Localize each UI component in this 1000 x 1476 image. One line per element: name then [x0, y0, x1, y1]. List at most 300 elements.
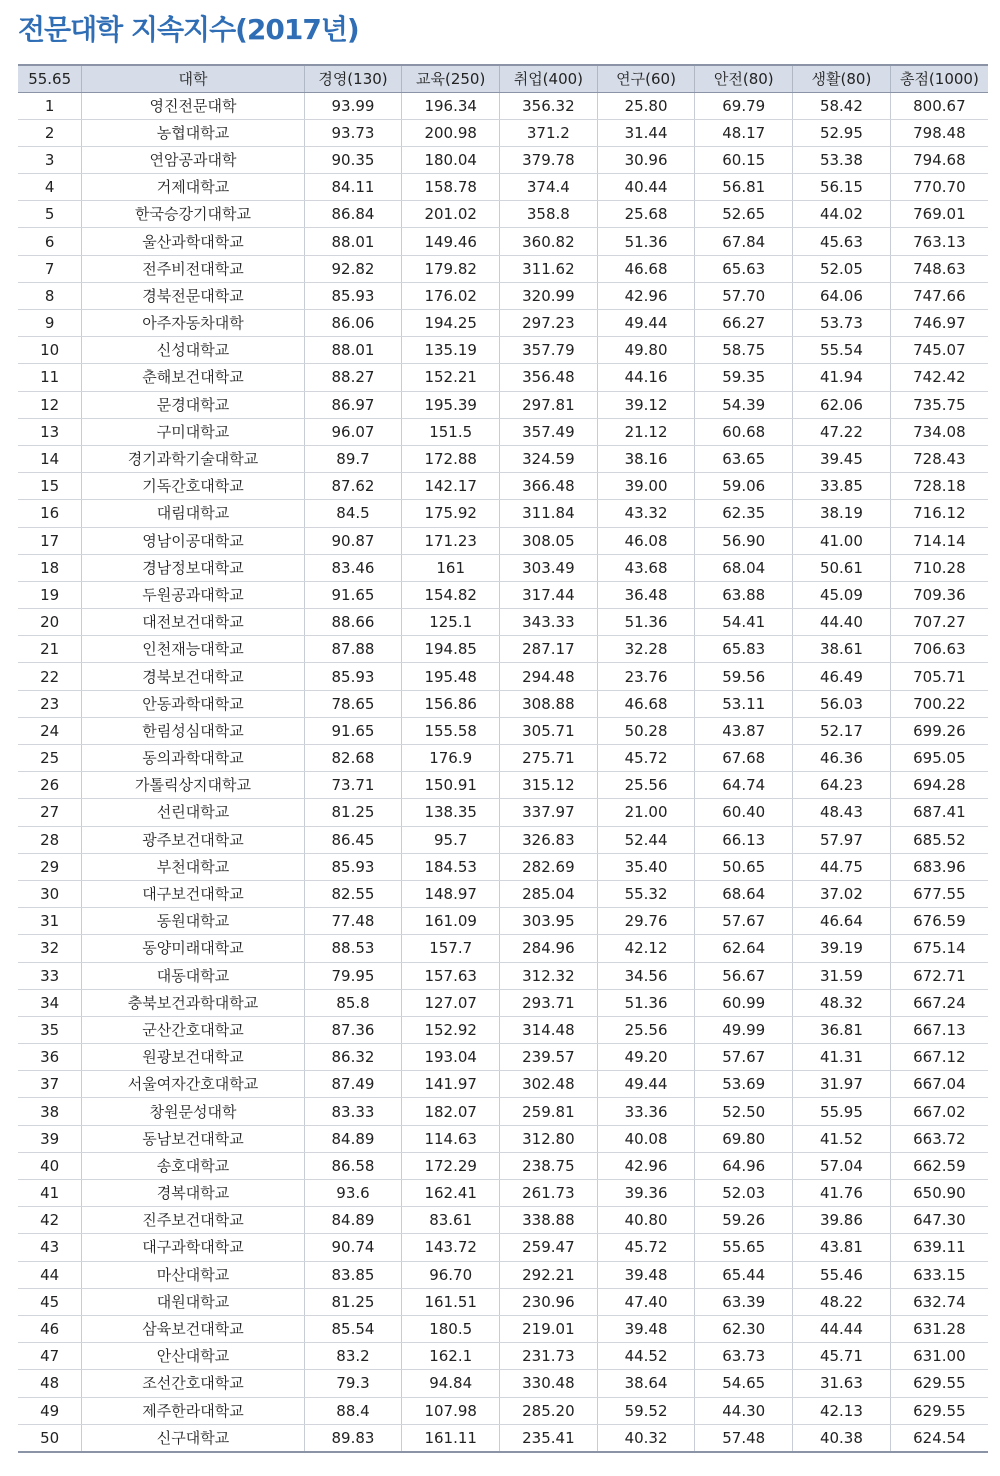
table-row: [18, 989, 988, 1016]
research-score-cell: 39.48: [597, 1315, 695, 1342]
college-name-cell: 경복대학교: [82, 1180, 304, 1207]
table-row: [18, 772, 988, 799]
education-score-cell: 127.07: [402, 989, 500, 1016]
living-score-cell: 53.38: [793, 146, 891, 173]
safety-score-cell: 63.65: [695, 445, 793, 472]
education-score-cell: 150.91: [402, 772, 500, 799]
management-score-cell: 85.93: [304, 282, 402, 309]
safety-score-cell: 62.35: [695, 500, 793, 527]
table-row: [18, 255, 988, 282]
management-score-cell: 86.32: [304, 1044, 402, 1071]
education-score-cell: 95.7: [402, 826, 500, 853]
management-score-cell: 85.93: [304, 853, 402, 880]
research-score-cell: 23.76: [597, 663, 695, 690]
research-score-cell: 39.12: [597, 391, 695, 418]
table-row: [18, 445, 988, 472]
management-score-cell: 88.01: [304, 337, 402, 364]
employment-score-cell: 360.82: [500, 228, 598, 255]
college-name-cell: 인천재능대학교: [82, 636, 304, 663]
management-score-cell: 87.36: [304, 1016, 402, 1043]
table-body: [18, 92, 988, 1452]
education-score-cell: 180.5: [402, 1315, 500, 1342]
education-score-cell: 114.63: [402, 1125, 500, 1152]
research-score-cell: 46.68: [597, 255, 695, 282]
employment-score-cell: 292.21: [500, 1261, 598, 1288]
college-name-cell: 아주자동차대학: [82, 310, 304, 337]
employment-score-cell: 324.59: [500, 445, 598, 472]
employment-score-cell: 379.78: [500, 146, 598, 173]
employment-score-cell: 374.4: [500, 174, 598, 201]
college-name-cell: 부천대학교: [82, 853, 304, 880]
rank-cell: 34: [18, 989, 82, 1016]
safety-score-cell: 68.64: [695, 880, 793, 907]
employment-score-cell: 312.32: [500, 962, 598, 989]
living-score-cell: 52.95: [793, 119, 891, 146]
rank-cell: 39: [18, 1125, 82, 1152]
table-row: [18, 1370, 988, 1397]
college-name-cell: 서울여자간호대학교: [82, 1071, 304, 1098]
employment-score-cell: 239.57: [500, 1044, 598, 1071]
college-name-cell: 경기과학기술대학교: [82, 445, 304, 472]
employment-score-cell: 287.17: [500, 636, 598, 663]
living-score-cell: 39.45: [793, 445, 891, 472]
rank-cell: 21: [18, 636, 82, 663]
safety-score-cell: 64.96: [695, 1152, 793, 1179]
table-row: [18, 1071, 988, 1098]
table-row: [18, 364, 988, 391]
employment-score-cell: 303.49: [500, 554, 598, 581]
total-score-cell: 650.90: [890, 1180, 988, 1207]
management-score-cell: 84.89: [304, 1125, 402, 1152]
management-score-cell: 93.73: [304, 119, 402, 146]
employment-score-cell: 311.84: [500, 500, 598, 527]
rank-cell: 50: [18, 1424, 82, 1452]
safety-score-cell: 52.65: [695, 201, 793, 228]
rank-cell: 41: [18, 1180, 82, 1207]
management-score-cell: 90.87: [304, 527, 402, 554]
college-name-cell: 구미대학교: [82, 418, 304, 445]
education-score-cell: 154.82: [402, 581, 500, 608]
living-score-cell: 43.81: [793, 1234, 891, 1261]
research-score-cell: 51.36: [597, 609, 695, 636]
rank-cell: 17: [18, 527, 82, 554]
table-row: [18, 146, 988, 173]
total-score-cell: 745.07: [890, 337, 988, 364]
safety-score-cell: 44.30: [695, 1397, 793, 1424]
living-score-cell: 46.64: [793, 908, 891, 935]
total-score-cell: 747.66: [890, 282, 988, 309]
table-row: [18, 201, 988, 228]
education-score-cell: 162.41: [402, 1180, 500, 1207]
education-score-cell: 156.86: [402, 690, 500, 717]
management-score-cell: 86.45: [304, 826, 402, 853]
management-score-cell: 93.99: [304, 92, 402, 119]
education-score-cell: 149.46: [402, 228, 500, 255]
total-score-cell: 770.70: [890, 174, 988, 201]
total-score-cell: 676.59: [890, 908, 988, 935]
college-name-cell: 농협대학교: [82, 119, 304, 146]
college-name-cell: 연암공과대학: [82, 146, 304, 173]
rank-cell: 4: [18, 174, 82, 201]
rank-cell: 3: [18, 146, 82, 173]
management-score-cell: 84.5: [304, 500, 402, 527]
living-score-cell: 41.52: [793, 1125, 891, 1152]
management-score-cell: 86.58: [304, 1152, 402, 1179]
rank-cell: 27: [18, 799, 82, 826]
education-score-cell: 195.39: [402, 391, 500, 418]
header-cell-college: 대학: [82, 65, 304, 92]
living-score-cell: 48.22: [793, 1288, 891, 1315]
college-name-cell: 동양미래대학교: [82, 935, 304, 962]
total-score-cell: 742.42: [890, 364, 988, 391]
management-score-cell: 79.95: [304, 962, 402, 989]
living-score-cell: 31.97: [793, 1071, 891, 1098]
management-score-cell: 85.54: [304, 1315, 402, 1342]
living-score-cell: 31.63: [793, 1370, 891, 1397]
employment-score-cell: 356.32: [500, 92, 598, 119]
college-name-cell: 울산과학대학교: [82, 228, 304, 255]
education-score-cell: 176.9: [402, 745, 500, 772]
research-score-cell: 30.96: [597, 146, 695, 173]
management-score-cell: 90.74: [304, 1234, 402, 1261]
safety-score-cell: 59.35: [695, 364, 793, 391]
employment-score-cell: 315.12: [500, 772, 598, 799]
employment-score-cell: 238.75: [500, 1152, 598, 1179]
college-name-cell: 선린대학교: [82, 799, 304, 826]
rank-cell: 14: [18, 445, 82, 472]
safety-score-cell: 59.56: [695, 663, 793, 690]
research-score-cell: 51.36: [597, 989, 695, 1016]
education-score-cell: 193.04: [402, 1044, 500, 1071]
college-name-cell: 대림대학교: [82, 500, 304, 527]
living-score-cell: 44.75: [793, 853, 891, 880]
research-score-cell: 42.96: [597, 1152, 695, 1179]
education-score-cell: 158.78: [402, 174, 500, 201]
table-row: [18, 717, 988, 744]
rank-cell: 43: [18, 1234, 82, 1261]
safety-score-cell: 54.41: [695, 609, 793, 636]
rank-cell: 7: [18, 255, 82, 282]
rank-cell: 11: [18, 364, 82, 391]
safety-score-cell: 66.27: [695, 310, 793, 337]
education-score-cell: 107.98: [402, 1397, 500, 1424]
education-score-cell: 151.5: [402, 418, 500, 445]
living-score-cell: 47.22: [793, 418, 891, 445]
college-name-cell: 기독간호대학교: [82, 473, 304, 500]
table-row: [18, 1180, 988, 1207]
safety-score-cell: 59.06: [695, 473, 793, 500]
header-cell-safety: 안전(80): [695, 65, 793, 92]
safety-score-cell: 65.44: [695, 1261, 793, 1288]
research-score-cell: 31.44: [597, 119, 695, 146]
college-name-cell: 경북전문대학교: [82, 282, 304, 309]
management-score-cell: 88.01: [304, 228, 402, 255]
rank-cell: 45: [18, 1288, 82, 1315]
employment-score-cell: 285.04: [500, 880, 598, 907]
college-name-cell: 조선간호대학교: [82, 1370, 304, 1397]
employment-score-cell: 285.20: [500, 1397, 598, 1424]
table-row: [18, 826, 988, 853]
management-score-cell: 87.62: [304, 473, 402, 500]
education-score-cell: 175.92: [402, 500, 500, 527]
college-name-cell: 한림성심대학교: [82, 717, 304, 744]
header-cell-rank: 55.65: [18, 65, 82, 92]
management-score-cell: 88.27: [304, 364, 402, 391]
living-score-cell: 44.44: [793, 1315, 891, 1342]
management-score-cell: 89.7: [304, 445, 402, 472]
education-score-cell: 196.34: [402, 92, 500, 119]
research-score-cell: 42.96: [597, 282, 695, 309]
total-score-cell: 675.14: [890, 935, 988, 962]
living-score-cell: 56.15: [793, 174, 891, 201]
safety-score-cell: 67.84: [695, 228, 793, 255]
education-score-cell: 83.61: [402, 1207, 500, 1234]
table-row: [18, 1424, 988, 1452]
table-row: [18, 310, 988, 337]
employment-score-cell: 338.88: [500, 1207, 598, 1234]
college-name-cell: 안동과학대학교: [82, 690, 304, 717]
table-row: [18, 1234, 988, 1261]
education-score-cell: 161.11: [402, 1424, 500, 1452]
employment-score-cell: 312.80: [500, 1125, 598, 1152]
rank-cell: 30: [18, 880, 82, 907]
total-score-cell: 647.30: [890, 1207, 988, 1234]
living-score-cell: 38.61: [793, 636, 891, 663]
education-score-cell: 161.09: [402, 908, 500, 935]
living-score-cell: 52.05: [793, 255, 891, 282]
education-score-cell: 195.48: [402, 663, 500, 690]
management-score-cell: 79.3: [304, 1370, 402, 1397]
education-score-cell: 152.92: [402, 1016, 500, 1043]
education-score-cell: 138.35: [402, 799, 500, 826]
table-row: [18, 581, 988, 608]
table-row: [18, 1044, 988, 1071]
rank-cell: 26: [18, 772, 82, 799]
rank-cell: 5: [18, 201, 82, 228]
employment-score-cell: 302.48: [500, 1071, 598, 1098]
education-score-cell: 96.70: [402, 1261, 500, 1288]
table-row: [18, 690, 988, 717]
safety-score-cell: 67.68: [695, 745, 793, 772]
safety-score-cell: 60.68: [695, 418, 793, 445]
table-row: [18, 745, 988, 772]
college-name-cell: 영진전문대학: [82, 92, 304, 119]
education-score-cell: 176.02: [402, 282, 500, 309]
header-cell-living: 생활(80): [793, 65, 891, 92]
research-score-cell: 33.36: [597, 1098, 695, 1125]
employment-score-cell: 366.48: [500, 473, 598, 500]
table-row: [18, 1098, 988, 1125]
table-row: [18, 1288, 988, 1315]
rank-cell: 20: [18, 609, 82, 636]
rank-cell: 12: [18, 391, 82, 418]
total-score-cell: 632.74: [890, 1288, 988, 1315]
research-score-cell: 44.16: [597, 364, 695, 391]
total-score-cell: 633.15: [890, 1261, 988, 1288]
rank-cell: 31: [18, 908, 82, 935]
total-score-cell: 714.14: [890, 527, 988, 554]
research-score-cell: 39.00: [597, 473, 695, 500]
header-cell-employment: 취업(400): [500, 65, 598, 92]
safety-score-cell: 53.69: [695, 1071, 793, 1098]
employment-score-cell: 308.88: [500, 690, 598, 717]
safety-score-cell: 69.79: [695, 92, 793, 119]
safety-score-cell: 62.64: [695, 935, 793, 962]
safety-score-cell: 57.67: [695, 1044, 793, 1071]
total-score-cell: 683.96: [890, 853, 988, 880]
page-title: 전문대학 지속지수(2017년): [18, 13, 359, 46]
management-score-cell: 89.83: [304, 1424, 402, 1452]
rank-cell: 9: [18, 310, 82, 337]
employment-score-cell: 235.41: [500, 1424, 598, 1452]
safety-score-cell: 54.39: [695, 391, 793, 418]
education-score-cell: 200.98: [402, 119, 500, 146]
safety-score-cell: 63.73: [695, 1343, 793, 1370]
management-score-cell: 96.07: [304, 418, 402, 445]
total-score-cell: 709.36: [890, 581, 988, 608]
table-row: [18, 228, 988, 255]
safety-score-cell: 66.13: [695, 826, 793, 853]
management-score-cell: 86.97: [304, 391, 402, 418]
research-score-cell: 21.12: [597, 418, 695, 445]
total-score-cell: 631.28: [890, 1315, 988, 1342]
safety-score-cell: 60.40: [695, 799, 793, 826]
college-name-cell: 대동대학교: [82, 962, 304, 989]
research-score-cell: 35.40: [597, 853, 695, 880]
employment-score-cell: 371.2: [500, 119, 598, 146]
total-score-cell: 707.27: [890, 609, 988, 636]
management-score-cell: 77.48: [304, 908, 402, 935]
living-score-cell: 39.19: [793, 935, 891, 962]
employment-score-cell: 259.81: [500, 1098, 598, 1125]
employment-score-cell: 261.73: [500, 1180, 598, 1207]
education-score-cell: 179.82: [402, 255, 500, 282]
rank-cell: 22: [18, 663, 82, 690]
college-name-cell: 거제대학교: [82, 174, 304, 201]
college-name-cell: 대전보건대학교: [82, 609, 304, 636]
total-score-cell: 685.52: [890, 826, 988, 853]
table-row: [18, 935, 988, 962]
living-score-cell: 36.81: [793, 1016, 891, 1043]
rank-cell: 6: [18, 228, 82, 255]
employment-score-cell: 343.33: [500, 609, 598, 636]
safety-score-cell: 52.03: [695, 1180, 793, 1207]
table-row: [18, 473, 988, 500]
table-row: [18, 1207, 988, 1234]
college-name-cell: 충북보건과학대학교: [82, 989, 304, 1016]
header-cell-education: 교육(250): [402, 65, 500, 92]
safety-score-cell: 54.65: [695, 1370, 793, 1397]
living-score-cell: 31.59: [793, 962, 891, 989]
education-score-cell: 184.53: [402, 853, 500, 880]
safety-score-cell: 43.87: [695, 717, 793, 744]
table-row: [18, 282, 988, 309]
management-score-cell: 78.65: [304, 690, 402, 717]
rank-cell: 47: [18, 1343, 82, 1370]
research-score-cell: 45.72: [597, 745, 695, 772]
college-name-cell: 동원대학교: [82, 908, 304, 935]
total-score-cell: 710.28: [890, 554, 988, 581]
employment-score-cell: 317.44: [500, 581, 598, 608]
college-name-cell: 안산대학교: [82, 1343, 304, 1370]
header-cell-management: 경영(130): [304, 65, 402, 92]
college-name-cell: 창원문성대학: [82, 1098, 304, 1125]
management-score-cell: 87.49: [304, 1071, 402, 1098]
employment-score-cell: 294.48: [500, 663, 598, 690]
education-score-cell: 135.19: [402, 337, 500, 364]
rank-cell: 19: [18, 581, 82, 608]
table-row: [18, 663, 988, 690]
safety-score-cell: 56.67: [695, 962, 793, 989]
college-name-cell: 경북보건대학교: [82, 663, 304, 690]
rank-cell: 29: [18, 853, 82, 880]
living-score-cell: 45.63: [793, 228, 891, 255]
table-row: [18, 1315, 988, 1342]
total-score-cell: 667.04: [890, 1071, 988, 1098]
living-score-cell: 46.36: [793, 745, 891, 772]
living-score-cell: 41.76: [793, 1180, 891, 1207]
research-score-cell: 50.28: [597, 717, 695, 744]
research-score-cell: 40.44: [597, 174, 695, 201]
college-name-cell: 영남이공대학교: [82, 527, 304, 554]
college-name-cell: 대원대학교: [82, 1288, 304, 1315]
management-score-cell: 86.06: [304, 310, 402, 337]
education-score-cell: 171.23: [402, 527, 500, 554]
employment-score-cell: 308.05: [500, 527, 598, 554]
total-score-cell: 667.24: [890, 989, 988, 1016]
table-row: [18, 1261, 988, 1288]
research-score-cell: 52.44: [597, 826, 695, 853]
safety-score-cell: 57.70: [695, 282, 793, 309]
management-score-cell: 84.89: [304, 1207, 402, 1234]
research-score-cell: 49.20: [597, 1044, 695, 1071]
management-score-cell: 92.82: [304, 255, 402, 282]
research-score-cell: 25.56: [597, 1016, 695, 1043]
employment-score-cell: 297.81: [500, 391, 598, 418]
rank-cell: 10: [18, 337, 82, 364]
total-score-cell: 699.26: [890, 717, 988, 744]
college-name-cell: 대구보건대학교: [82, 880, 304, 907]
living-score-cell: 41.94: [793, 364, 891, 391]
research-score-cell: 43.32: [597, 500, 695, 527]
table-row: [18, 391, 988, 418]
management-score-cell: 90.35: [304, 146, 402, 173]
living-score-cell: 64.23: [793, 772, 891, 799]
employment-score-cell: 305.71: [500, 717, 598, 744]
total-score-cell: 667.13: [890, 1016, 988, 1043]
safety-score-cell: 62.30: [695, 1315, 793, 1342]
living-score-cell: 33.85: [793, 473, 891, 500]
living-score-cell: 41.00: [793, 527, 891, 554]
living-score-cell: 50.61: [793, 554, 891, 581]
rank-cell: 32: [18, 935, 82, 962]
safety-score-cell: 48.17: [695, 119, 793, 146]
employment-score-cell: 219.01: [500, 1315, 598, 1342]
safety-score-cell: 53.11: [695, 690, 793, 717]
safety-score-cell: 60.99: [695, 989, 793, 1016]
management-score-cell: 81.25: [304, 799, 402, 826]
rank-cell: 46: [18, 1315, 82, 1342]
college-name-cell: 신구대학교: [82, 1424, 304, 1452]
table-row: [18, 119, 988, 146]
college-name-cell: 대구과학대학교: [82, 1234, 304, 1261]
table-row: [18, 418, 988, 445]
employment-score-cell: 326.83: [500, 826, 598, 853]
management-score-cell: 83.2: [304, 1343, 402, 1370]
living-score-cell: 44.40: [793, 609, 891, 636]
research-score-cell: 25.56: [597, 772, 695, 799]
table-row: [18, 527, 988, 554]
